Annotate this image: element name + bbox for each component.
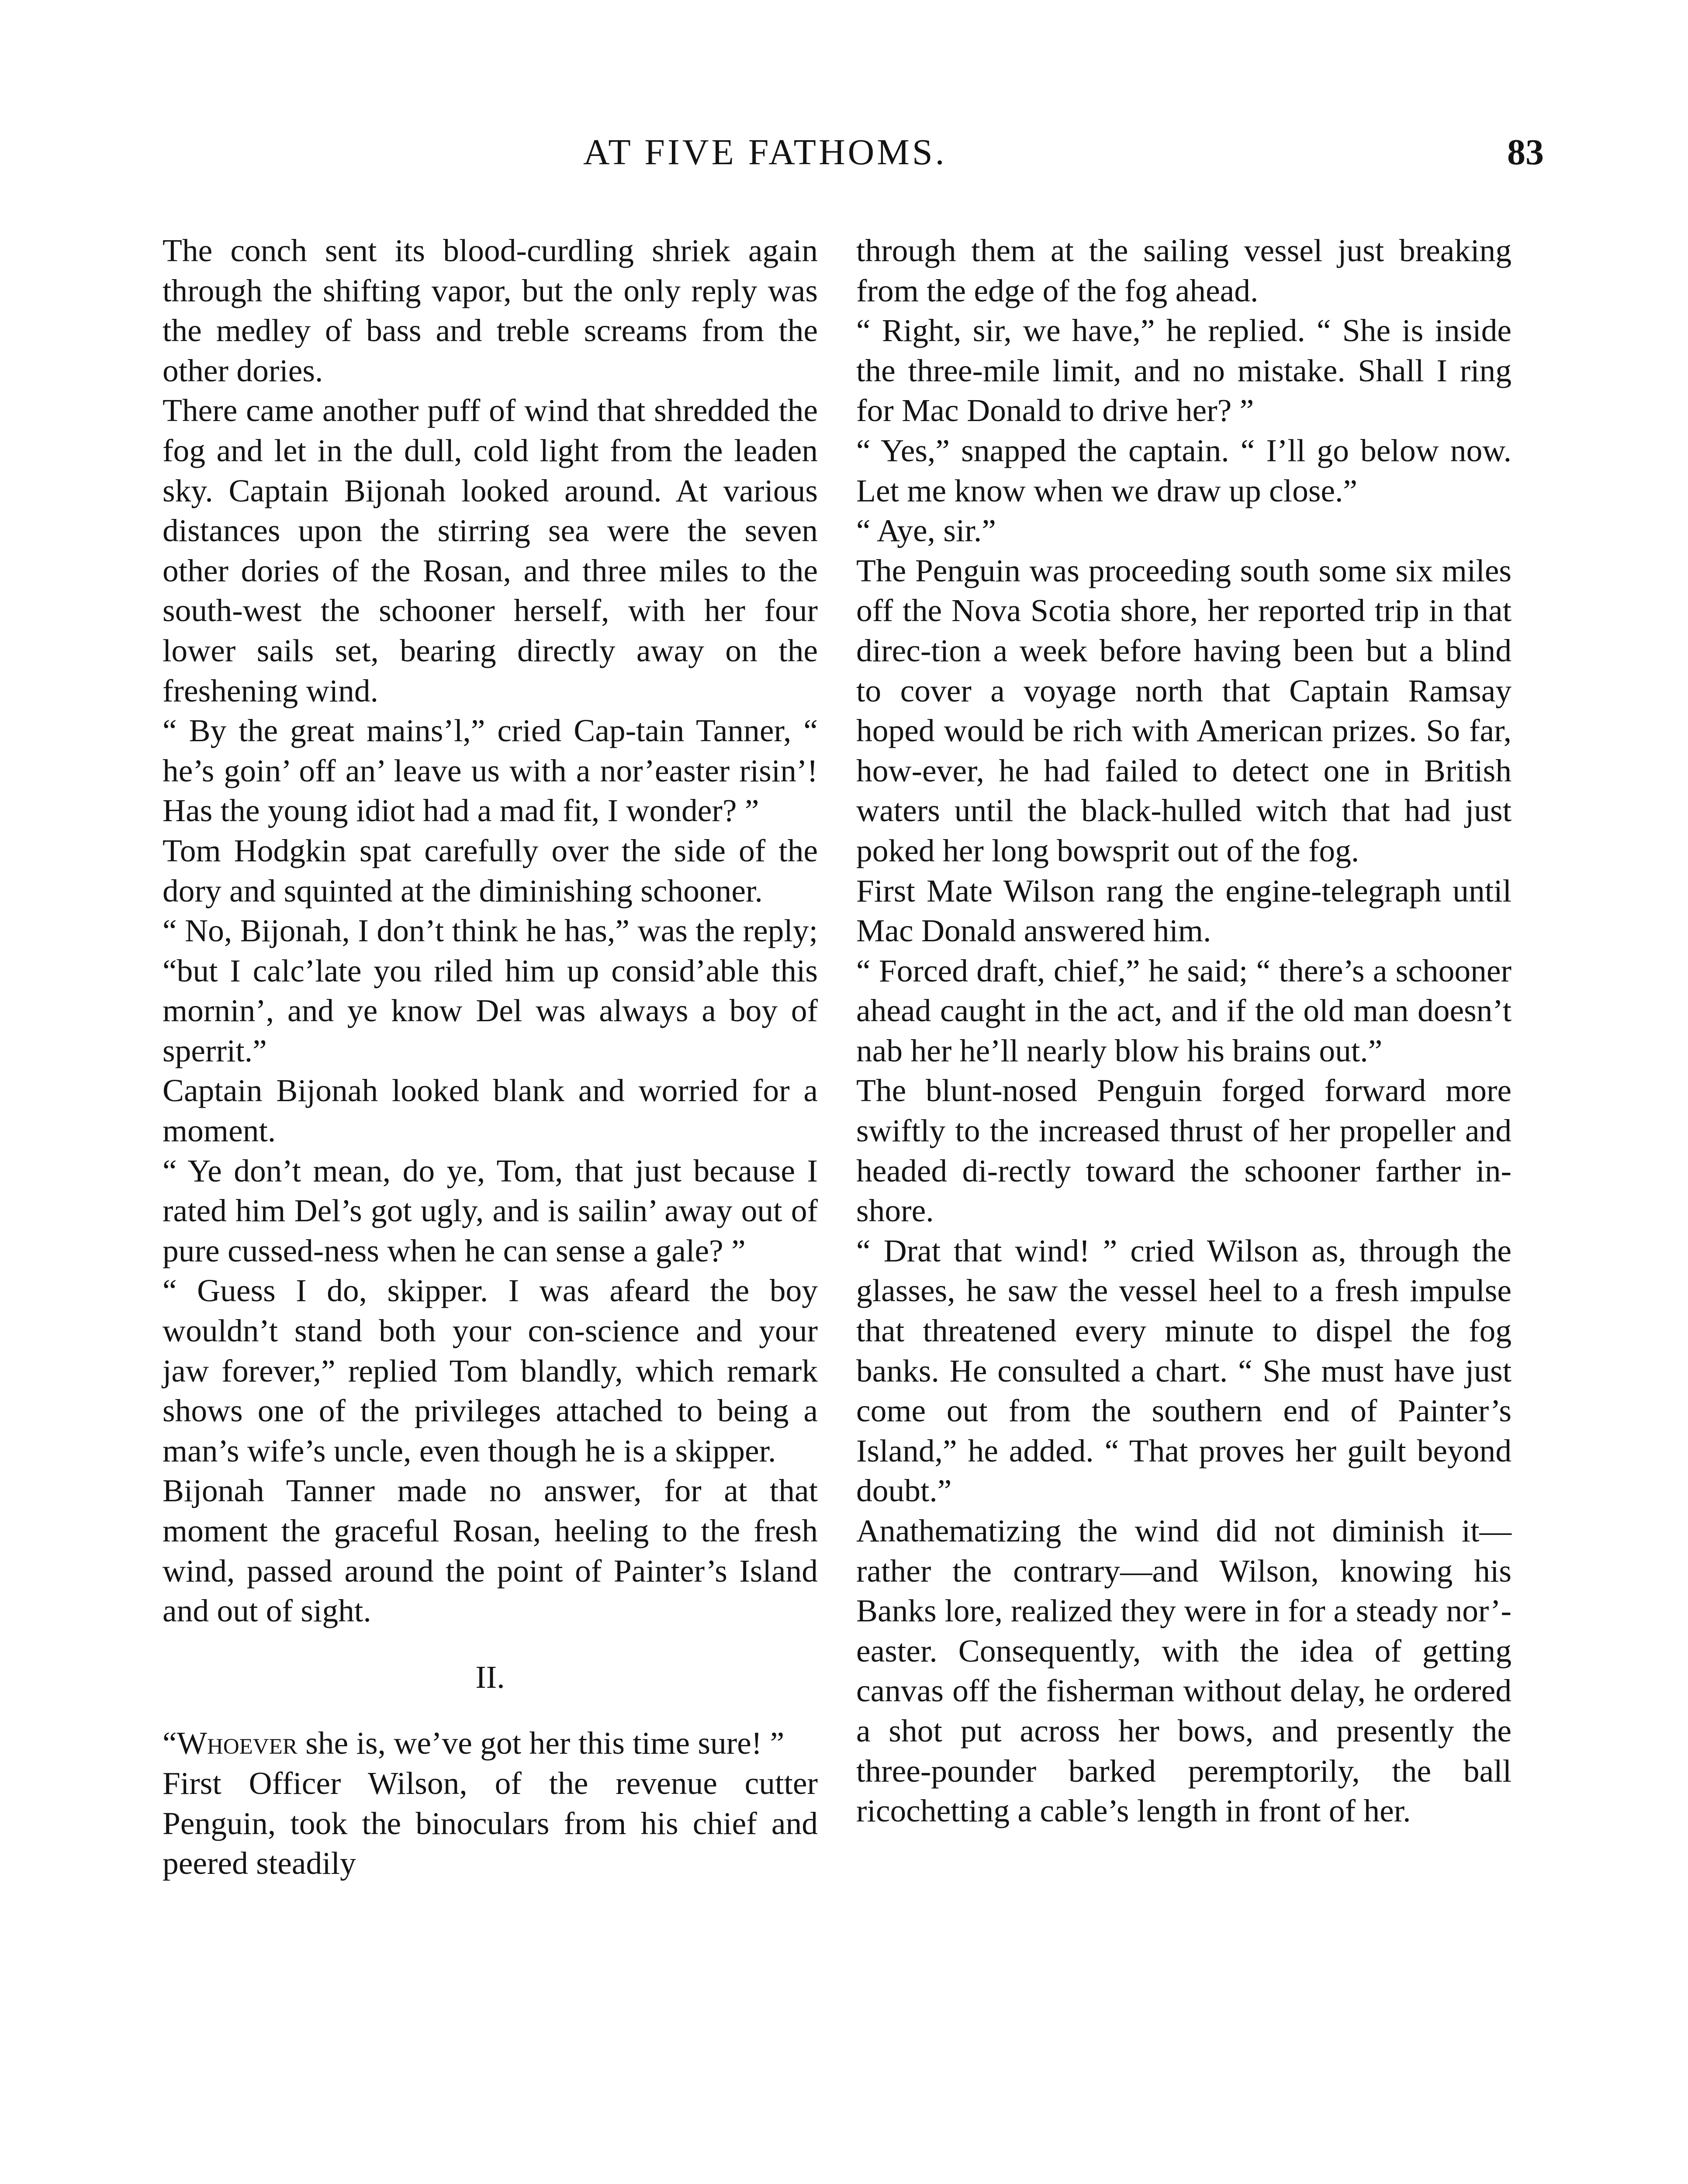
paragraph: “ Guess I do, skipper. I was afeard the boy wouldn’t stand both your con-science and your jaw forever,” replied Tom blandly, which remark shows one of the privileges attached to being a man’s wife’s uncle, even though he is a skipper. [163, 1273, 818, 1469]
paragraph: “ Aye, sir.” [856, 513, 996, 549]
paragraph: The blunt-nosed Penguin forged forward more swiftly to the increased thrust of her propeller and headed di-rectly toward the schooner farther in-shore. [856, 1073, 1512, 1229]
paragraph: “ By the great mains’l,” cried Cap-tain Tanner, “ he’s goin’ off an’ leave us with a nor’easter risin’! Has the young idiot had a mad fit, I wonder? ” [163, 713, 818, 829]
paragraph: “ Drat that wind! ” cried Wilson as, through the glasses, he saw the vessel heel to a fresh impulse that threatened every minute to dispel the fog banks. He consulted a chart. “ She must have just come out from the southern end of Painter’s Island,” he added. “ That proves her guilt beyond doubt.” [856, 1233, 1512, 1509]
paragraph: There came another puff of wind that shredded the fog and let in the dull, cold light from the leaden sky. Captain Bijonah looked around. At various distances upon the stirring sea were the seven other dories of the Rosan, and three miles to the south-west the schooner herself, with her four lower sails set, bearing directly away on the freshening wind. [163, 393, 818, 708]
section-number: II. [475, 1659, 505, 1695]
paragraph: “ Forced draft, chief,” he said; “ there’s a schooner ahead caught in the act, and if the old man doesn’t nab her he’ll nearly blow his brains out.” [856, 953, 1512, 1068]
paragraph: Captain Bijonah looked blank and worried for a moment. [163, 1073, 818, 1149]
paragraph: Anathematizing the wind did not diminish it—rather the contrary—and Wilson, knowing his Banks lore, realized they were in for a steady nor’-easter. Consequently, with the idea of getting canvas off the fisherman without delay, he ordered a shot put across her bows, and presently the three-pounder barked peremptorily, the ball ricochetting a cable’s length in front of her. [856, 1513, 1512, 1829]
page-number: 83 [1507, 132, 1544, 173]
paragraph-text: she is, we’ve got her this time sure! ” [297, 1725, 785, 1761]
running-title: AT FIVE FATHOMS. [583, 132, 947, 173]
paragraph: Bijonah Tanner made no answer, for at that moment the graceful Rosan, heeling to the fresh wind, passed around the point of Painter’s Island and out of sight. [163, 1473, 818, 1629]
paragraph: The Penguin was proceeding south some six miles off the Nova Scotia shore, her reported trip in that direc-tion a week before having been but a blind to cover a voyage north that Captain Ramsay hoped would be rich with American prizes. So far, how-ever, he had failed to detect one in British waters until the black-hulled witch that had just poked her long bowsprit out of the fog. [856, 553, 1512, 868]
paragraph: First Mate Wilson rang the engine-telegraph until Mac Donald answered him. [856, 873, 1512, 949]
left-column [163, 231, 818, 1883]
paragraph: “ No, Bijonah, I don’t think he has,” was the reply; “but I calc’late you riled him up consid’able this mornin’, and ye know Del was always a boy of sperrit.” [163, 913, 818, 1068]
paragraph: “ Ye don’t mean, do ye, Tom, that just because I rated him Del’s got ugly, and is sailin’ away out of pure cussed-ness when he can sense a gale? ” [163, 1153, 818, 1268]
smallcaps-word: Whoever [176, 1725, 297, 1761]
paragraph: The conch sent its blood-curdling shriek again through the shifting vapor, but the only reply was the medley of bass and treble screams from the other dories. [163, 233, 818, 388]
paragraph: “ Right, sir, we have,” he replied. “ She is inside the three-mile limit, and no mistake. Shall I ring for Mac Donald to drive her? ” [856, 313, 1512, 429]
page-header [0, 131, 1688, 188]
right-column [856, 231, 1512, 1831]
paragraph: First Officer Wilson, of the revenue cutter Penguin, took the binoculars from his chief and peered steadily [163, 1765, 818, 1881]
open-quote: “ [163, 1725, 177, 1761]
paragraph: Tom Hodgkin spat carefully over the side of the dory and squinted at the diminishing schooner. [163, 833, 818, 909]
paragraph [163, 1723, 818, 1763]
paragraph: “ Yes,” snapped the captain. “ I’ll go below now. Let me know when we draw up close.” [856, 432, 1512, 508]
paragraph: through them at the sailing vessel just breaking from the edge of the fog ahead. [856, 233, 1512, 308]
